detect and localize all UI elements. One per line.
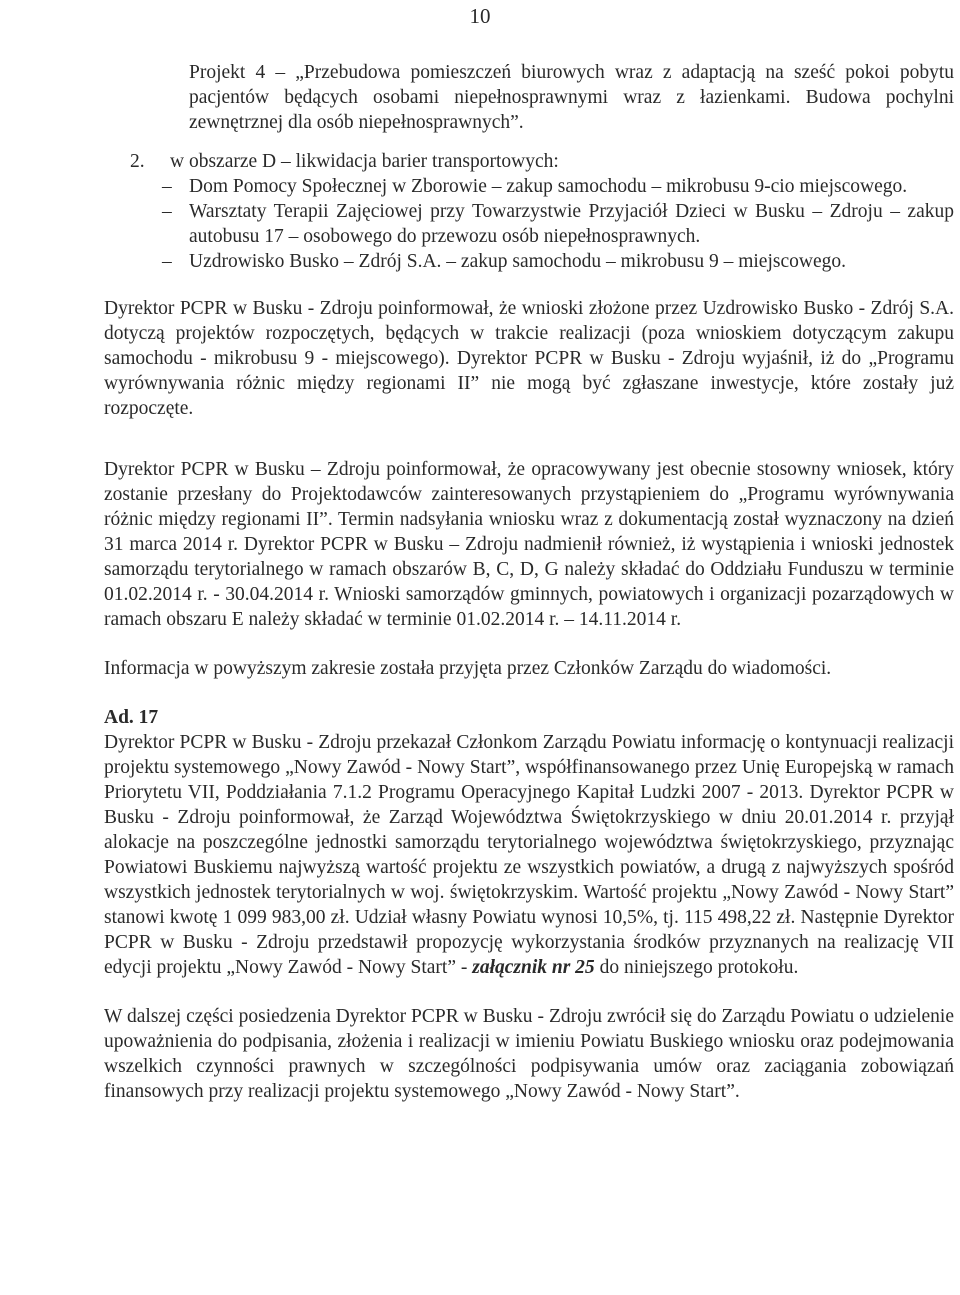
- attachment-reference: załącznik nr 25: [472, 957, 595, 978]
- list-item-text: Uzdrowisko Busko – Zdrój S.A. – zakup samochodu – mikrobusu 9 – miejscowego.: [189, 251, 846, 272]
- list-item-text: Dom Pomocy Społecznej w Zborowie – zakup samochodu – mikrobusu 9-cio miejscowego.: [189, 176, 908, 197]
- list-item: [104, 199, 954, 249]
- paragraph-information-accepted: Informacja w powyższym zakresie została przyjęta przez Członków Zarządu do wiadomości.: [104, 658, 832, 679]
- project-4-description: Projekt 4 – „Przebudowa pomieszczeń biurowych wraz z adaptacją na sześć pokoi pobytu pacjentów będących osobami niepełnosprawnymi wraz z łazienkami. Budowa pochylni zewnętrznej dla osób niepełnosprawnych”.: [189, 62, 954, 133]
- list-item-text: Warsztaty Terapii Zajęciowej przy Towarzystwie Przyjaciół Dzieci w Busku – Zdroju – zakup autobusu 17 – osobowego do przewozu osób niepełnosprawnych.: [189, 201, 954, 247]
- section-2: [104, 149, 954, 274]
- agenda-item-heading: Ad. 17: [104, 707, 159, 728]
- paragraph-nowy-zawod-project: [104, 730, 954, 980]
- paragraph-authorization-request: W dalszej części posiedzenia Dyrektor PCPR w Busku - Zdroju zwrócił się do Zarządu Powiatu o udzielenie upoważnienia do podpisania, złożenia i realizacji w imieniu Powiatu Buskiego wniosku oraz podejmowania wszelkich czynności prawnych w szczególności podpisywania umów oraz zaciągania zobowiązań finansowych przy realizacji projektu systemowego „Nowy Zawód - Nowy Start”.: [104, 1006, 954, 1102]
- paragraph-nowy-zawod-end: do niniejszego protokołu.: [594, 957, 799, 978]
- section-2-heading: [130, 149, 954, 174]
- list-item: [104, 249, 954, 274]
- document-body: [104, 60, 954, 1104]
- dash-bullet: –: [162, 251, 172, 272]
- paragraph-uzdrowisko-projects: Dyrektor PCPR w Busku - Zdroju poinformował, że wnioski złożone przez Uzdrowisko Busko - Zdrój S.A. dotyczą projektów rozpoczętych, będących w trakcie realizacji (poza wnioskiem dotyczącym zakupu samochodu - mikrobusu 9 - miejscowego). Dyrektor PCPR w Busku - Zdroju wyjaśnił, iż do „Programu wyrównywania różnic między regionami II” nie mogą być zgłaszane inwestycje, które zostały już rozpoczęte.: [104, 298, 954, 419]
- paragraph-application-deadlines: Dyrektor PCPR w Busku – Zdroju poinformował, że opracowywany jest obecnie stosowny wniosek, który zostanie przesłany do Projektodawców zainteresowanych przystąpieniem do „Programu wyrównywania różnic między regionami II”. Termin nadsyłania wniosku wraz z dokumentacją został wyznaczony na dzień 31 marca 2014 r. Dyrektor PCPR w Busku – Zdroju nadmienił również, iż wystąpienia i wnioski jednostek samorządu terytorialnego w ramach obszarów B, C, D, G należy składać do Oddziału Funduszu w terminie 01.02.2014 r. - 30.04.2014 r. Wnioski samorządów gminnych, powiatowych i organizacji pozarządowych w ramach obszaru E należy składać w terminie 01.02.2014 r. – 14.11.2014 r.: [104, 459, 954, 630]
- dash-bullet: –: [162, 201, 172, 222]
- dash-bullet: –: [162, 176, 172, 197]
- section-2-heading-text: w obszarze D – likwidacja barier transportowych:: [170, 151, 559, 172]
- section-2-number: 2.: [130, 151, 145, 172]
- page-number: 10: [469, 4, 491, 28]
- list-item: [104, 174, 954, 199]
- paragraph-nowy-zawod-text: Dyrektor PCPR w Busku - Zdroju przekazał Członkom Zarządu Powiatu informację o kontynuacji realizacji projektu systemowego „Nowy Zawód - Nowy Start”, współfinansowanego przez Unię Europejską w ramach Priorytetu VII, Poddziałania 7.1.2 Programu Operacyjnego Kapitał Ludzki 2007 - 2013. Dyrektor PCPR w Busku - Zdroju poinformował, że Zarząd Województwa Świętokrzyskiego w dniu 20.01.2014 r. przyjął alokacje na poszczególne jednostki samorządu terytorialnego województwa świętokrzyskiego, przyznając Powiatowi Buskiemu najwyższą wartość projektu ze wszystkich powiatów, a drugą z najwyższych spośród wszystkich jednostek terytorialnych w woj. świętokrzyskim. Wartość projektu „Nowy Zawód - Nowy Start” stanowi kwotę 1 099 983,00 zł. Udział własny Powiatu wynosi 10,5%, tj. 115 498,22 zł. Następnie Dyrektor PCPR w Busku - Zdroju przedstawił propozycję wykorzystania środków przyznanych na realizację VII edycji projektu „Nowy Zawód - Nowy Start” -: [104, 732, 954, 978]
